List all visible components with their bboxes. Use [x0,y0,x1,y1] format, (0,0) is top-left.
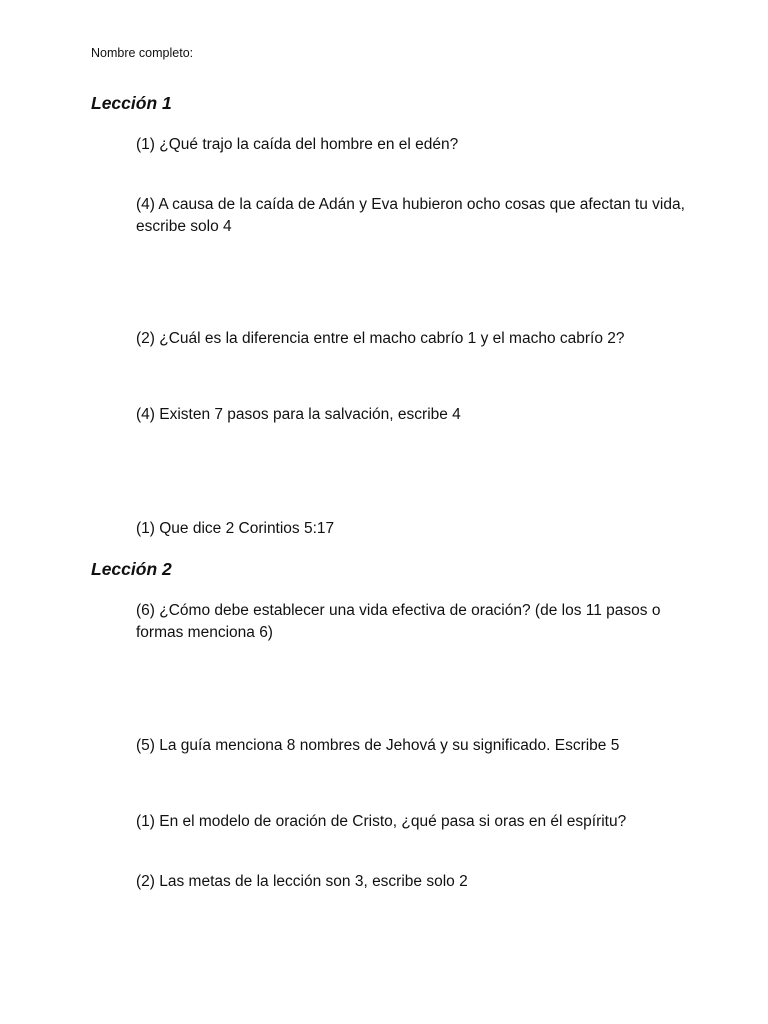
lesson-2-question-3: (1) En el modelo de oración de Cristo, ¿qué pasa si oras en él espíritu? [136,813,627,830]
lesson-1-question-2: (4) A causa de la caída de Adán y Eva hubieron ocho cosas que afectan tu vida, escribe solo 4 [136,196,685,235]
full-name-label: Nombre completo: [91,46,194,60]
lesson-1-question-4: (4) Existen 7 pasos para la salvación, escribe 4 [136,406,461,423]
lesson-1-question-3: (2) ¿Cuál es la diferencia entre el macho cabrío 1 y el macho cabrío 2? [136,330,625,347]
lesson-1-question-1: (1) ¿Qué trajo la caída del hombre en el edén? [136,136,459,153]
lesson-2-question-1: (6) ¿Cómo debe establecer una vida efectiva de oración? (de los 11 pasos o formas menciona 6) [136,602,661,641]
lesson-2-title: Lección 2 [91,559,172,579]
lesson-2-question-4: (2) Las metas de la lección son 3, escribe solo 2 [136,873,468,890]
lesson-1-question-5: (1) Que dice 2 Corintios 5:17 [136,520,335,537]
lesson-1-title: Lección 1 [91,93,172,113]
lesson-2-question-2: (5) La guía menciona 8 nombres de Jehová y su significado. Escribe 5 [136,737,620,754]
